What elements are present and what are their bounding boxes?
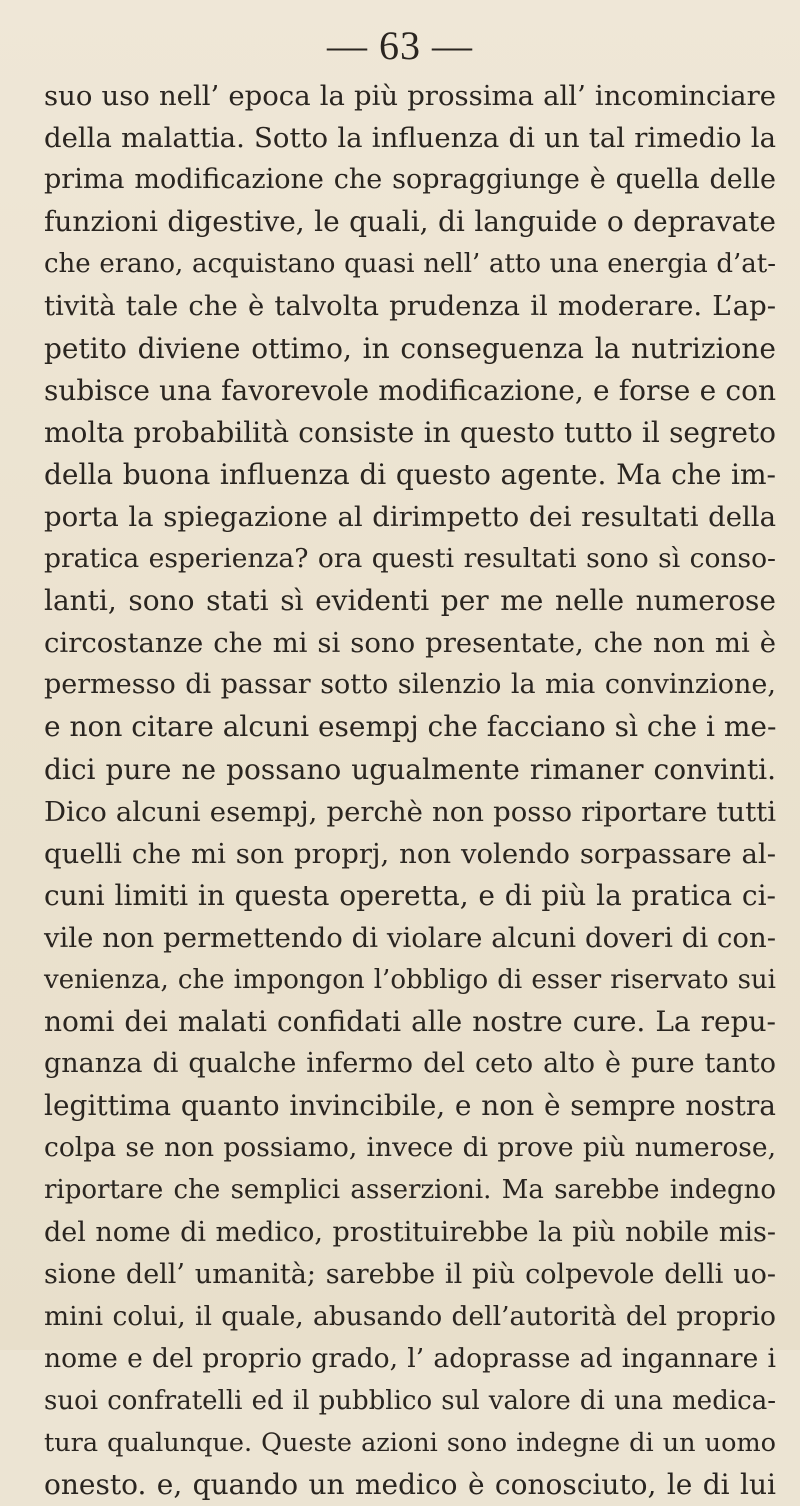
text-line: funzioni digestive, le quali, di languide o depravate [44,205,776,239]
text-line: petito diviene ottimo, in conseguenza la nutrizione [44,331,776,365]
page-number: — 63 — [327,23,473,68]
text-line: lanti, sono stati sì evidenti per me nelle numerose [44,584,776,618]
text-line: Dico alcuni esempj, perchè non posso riportare tutti [44,795,776,828]
text-line: prima modificazione che sopraggiunge è quella delle [44,164,776,196]
text-line: molta probabilità consiste in questo tutto il segreto [44,415,776,449]
text-line: che erano, acquistano quasi nell’ atto una energia d’at- [44,249,776,280]
text-line: venienza, che impongon l’obbligo di esser riservato sui [44,964,776,995]
body-text [44,75,776,1506]
text-line: suoi confratelli ed il pubblico sul valore di una medica- [44,1385,776,1416]
text-line: gnanza di qualche infermo del ceto alto è pure tanto [44,1048,776,1080]
text-line: porta la spiegazione al dirimpetto dei resultati della [44,500,776,533]
text-line: subisce una favorevole modificazione, e forse e con [44,373,776,407]
text-line: mini colui, il quale, abusando dell’autorità del proprio [44,1300,776,1332]
text-line: nomi dei malati confidati alle nostre cure. La repu- [44,1005,776,1039]
text-line: sione dell’ umanità; sarebbe il più colpevole delli uo- [44,1258,776,1290]
text-line: del nome di medico, prostituirebbe la più nobile mis- [44,1216,776,1248]
text-line: nome e del proprio grado, l’ adoprasse ad ingannare i [44,1342,776,1374]
text-line: quelli che mi son proprj, non volendo sorpassare al- [44,837,776,870]
text-line: della buona influenza di questo agente. Ma che im- [44,457,776,491]
text-line: legittima quanto invincibile, e non è sempre nostra [44,1089,776,1123]
text-line: permesso di passar sotto silenzio la mia convinzione, [44,669,776,701]
text-line: riportare che semplici asserzioni. Ma sarebbe indegno [44,1175,776,1206]
text-line: circostanze che mi si sono presentate, che non mi è [44,627,776,660]
text-line: e non citare alcuni esempj che facciano sì che i me- [44,710,777,744]
text-line: della malattia. Sotto la influenza di un tal rimedio la [44,122,776,155]
text-line: dici pure ne possano ugualmente rimaner convinti. [44,752,776,786]
text-line: pratica esperienza? ora questi resultati sono sì conso- [44,543,776,575]
text-line: onesto. e, quando un medico è conosciuto, le di lui [44,1468,776,1502]
text-line: vile non permettendo di violare alcuni doveri di con- [44,921,776,954]
text-line: tività tale che è talvolta prudenza il moderare. L’ap- [44,290,776,323]
text-line: tura qualunque. Queste azioni sono indegne di un uomo [44,1428,776,1458]
text-line: colpa se non possiamo, invece di prove più numerose, [44,1132,776,1164]
text-line: suo uso nell’ epoca la più prossima all’ incominciare [44,80,776,112]
text-line: cuni limiti in questa operetta, e di più la pratica ci- [44,878,776,912]
